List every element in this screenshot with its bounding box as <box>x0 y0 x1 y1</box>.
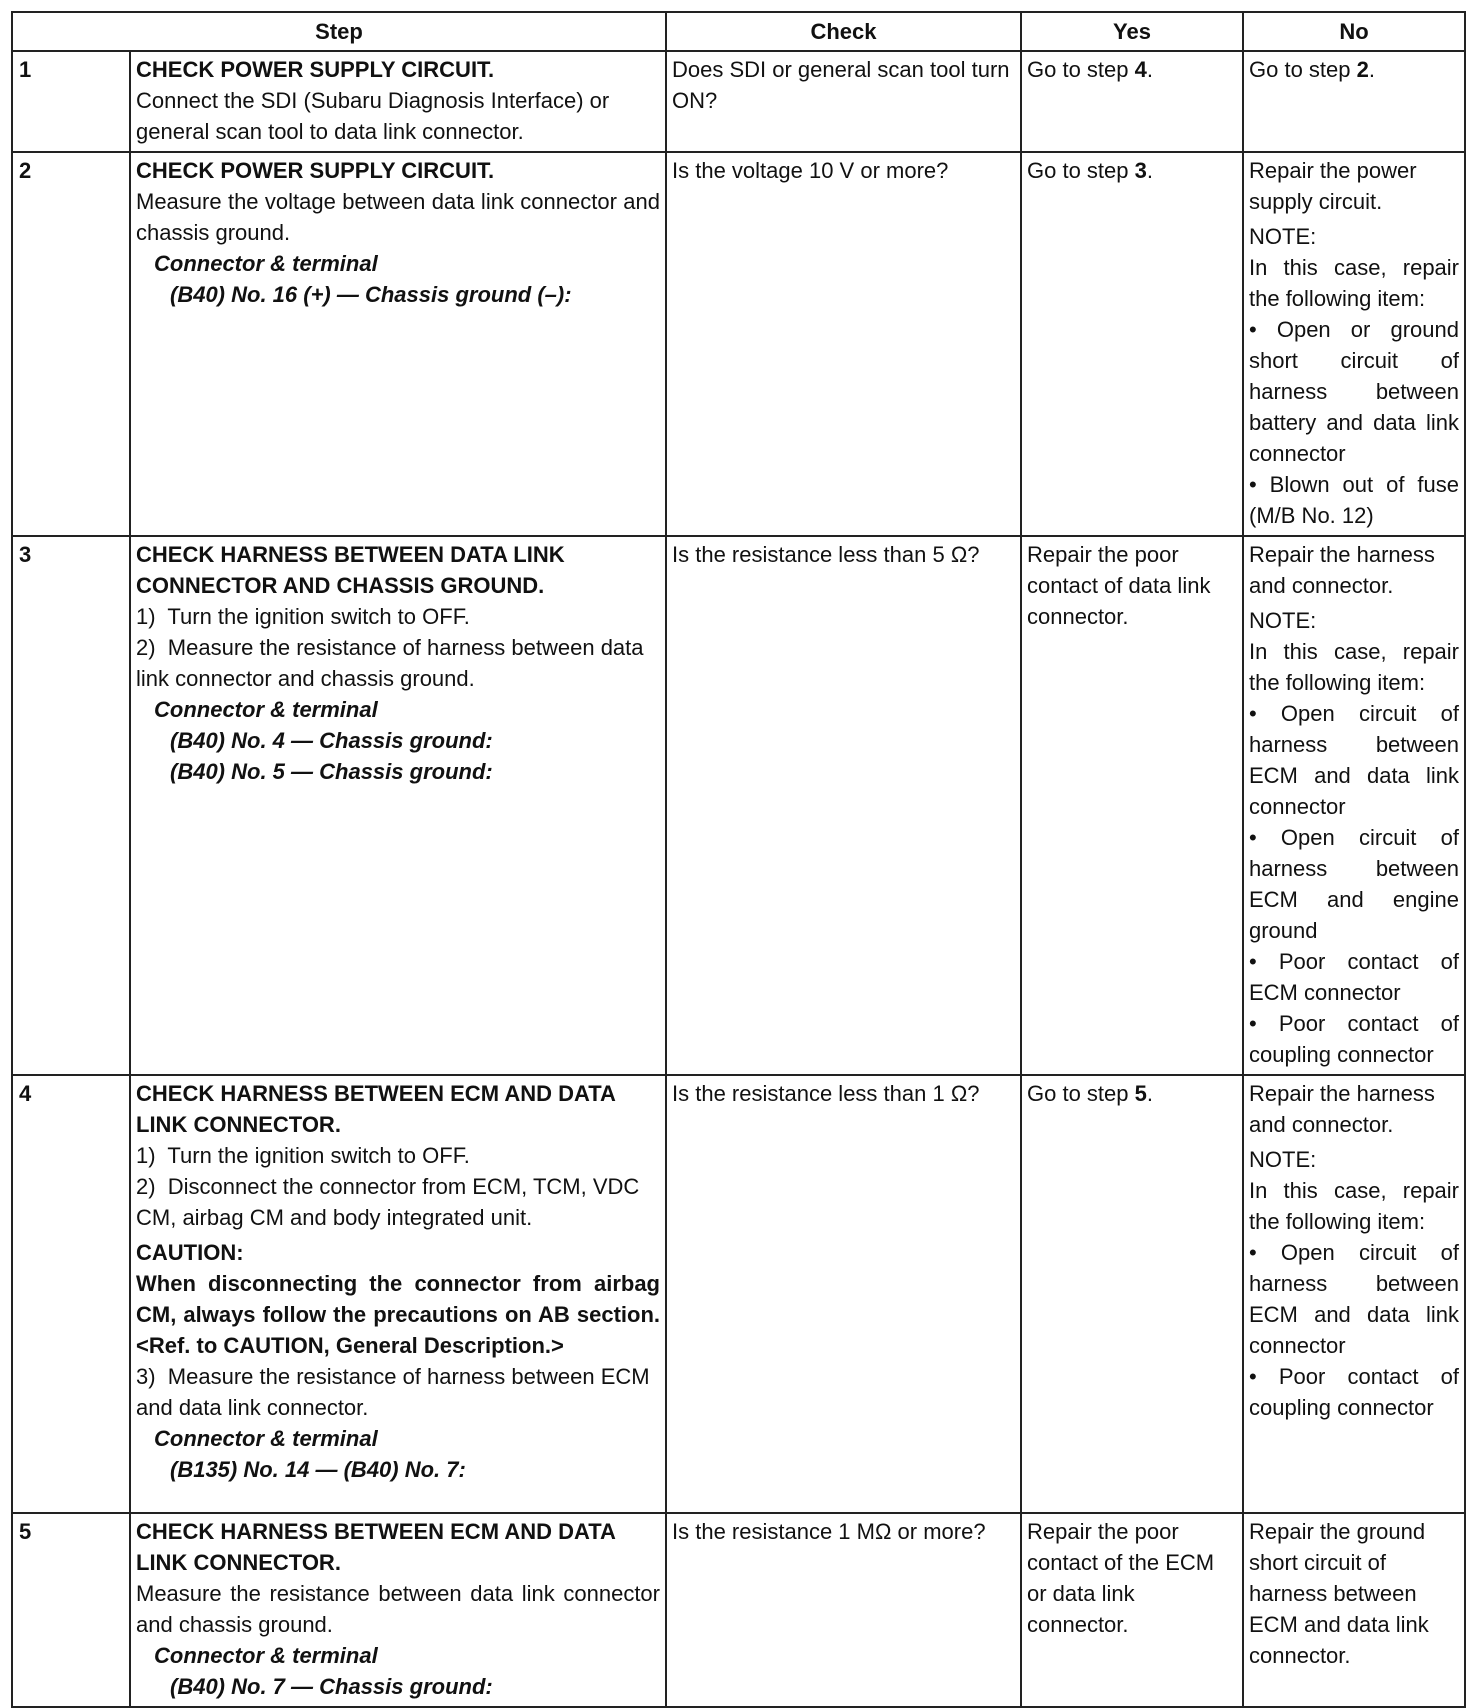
connector-terminal-label: Connector & terminal <box>154 251 378 276</box>
step-number: 2 <box>12 152 130 536</box>
step-instruction: 1) Turn the ignition switch to OFF. <box>136 1143 470 1168</box>
step-title: CHECK HARNESS BETWEEN ECM AND DATA LINK CONNECTOR. <box>136 1519 616 1575</box>
step-title: CHECK HARNESS BETWEEN ECM AND DATA LINK CONNECTOR. <box>136 1081 616 1137</box>
table-row <box>12 51 1465 152</box>
no-cell <box>1243 536 1465 1075</box>
step-instruction: 3) Measure the resistance of harness between ECM and data link connector. <box>136 1364 656 1420</box>
yes-step-link[interactable]: 5 <box>1134 1081 1147 1106</box>
step-number: 3 <box>12 536 130 1075</box>
connector-terminal-value: (B135) No. 14 — (B40) No. 7: <box>170 1457 466 1482</box>
note-text: In this case, repair the following item: <box>1249 639 1459 695</box>
no-suffix: . <box>1368 57 1375 82</box>
table-row <box>12 1513 1465 1707</box>
step-number: 1 <box>12 51 130 152</box>
yes-text: Go to step <box>1027 1081 1135 1106</box>
step-instruction: 2) Disconnect the connector from ECM, TCM, VDC CM, airbag CM and body integrated unit. <box>136 1174 646 1230</box>
step-description: Connect the SDI (Subaru Diagnosis Interface) or general scan tool to data link connector. <box>136 88 610 144</box>
no-step-link[interactable]: 2 <box>1356 57 1369 82</box>
diagnosis-table <box>11 11 1466 1708</box>
yes-cell <box>1021 51 1243 152</box>
no-item: • Open circuit of harness between ECM and engine ground <box>1249 825 1459 943</box>
no-item: • Open circuit of harness between ECM and data link connector <box>1249 701 1459 819</box>
connector-terminal-value: (B40) No. 4 — Chassis ground: <box>170 728 493 753</box>
no-item: • Poor contact of ECM connector <box>1249 949 1459 1005</box>
step-title: CHECK POWER SUPPLY CIRCUIT. <box>136 158 495 183</box>
check-cell: Is the resistance less than 5 Ω? <box>666 536 1021 1075</box>
note-text: In this case, repair the following item: <box>1249 1178 1459 1234</box>
table-header-row <box>12 12 1465 51</box>
no-text: Go to step <box>1249 57 1357 82</box>
header-no: No <box>1243 12 1465 51</box>
no-item: • Poor contact of coupling connector <box>1249 1364 1459 1420</box>
connector-terminal-label: Connector & terminal <box>154 1643 378 1668</box>
header-check: Check <box>666 12 1021 51</box>
note-label: NOTE: <box>1249 608 1317 633</box>
caution-label: CAUTION: <box>136 1240 244 1265</box>
check-cell: Is the resistance 1 MΩ or more? <box>666 1513 1021 1707</box>
header-yes: Yes <box>1021 12 1243 51</box>
step-instruction: 1) Turn the ignition switch to OFF. <box>136 604 470 629</box>
step-cell <box>130 51 666 152</box>
check-cell: Does SDI or general scan tool turn ON? <box>666 51 1021 152</box>
no-cell <box>1243 152 1465 536</box>
no-item: • Open circuit of harness between ECM and data link connector <box>1249 1240 1459 1358</box>
step-number: 5 <box>12 1513 130 1707</box>
step-cell <box>130 1513 666 1707</box>
step-cell <box>130 1075 666 1513</box>
connector-terminal-value: (B40) No. 7 — Chassis ground: <box>170 1674 493 1699</box>
no-main-text: Repair the harness and connector. <box>1249 1081 1435 1137</box>
yes-suffix: . <box>1146 158 1153 183</box>
step-description: Measure the voltage between data link connector and chassis ground. <box>136 189 660 245</box>
no-cell: Repair the ground short circuit of harness between ECM and data link connector. <box>1243 1513 1465 1707</box>
no-main-text: Repair the power supply circuit. <box>1249 158 1417 214</box>
step-description: Measure the resistance between data link connector and chassis ground. <box>136 1581 660 1637</box>
yes-step-link[interactable]: 3 <box>1134 158 1147 183</box>
yes-suffix: . <box>1146 1081 1153 1106</box>
table-row <box>12 152 1465 536</box>
yes-cell: Repair the poor contact of data link connector. <box>1021 536 1243 1075</box>
yes-text: Go to step <box>1027 158 1135 183</box>
check-cell: Is the resistance less than 1 Ω? <box>666 1075 1021 1513</box>
no-item: • Poor contact of coupling connector <box>1249 1011 1459 1067</box>
yes-suffix: . <box>1146 57 1153 82</box>
no-cell <box>1243 51 1465 152</box>
header-step: Step <box>12 12 666 51</box>
yes-cell: Repair the poor contact of the ECM or data link connector. <box>1021 1513 1243 1707</box>
check-cell: Is the voltage 10 V or more? <box>666 152 1021 536</box>
no-item: • Blown out of fuse (M/B No. 12) <box>1249 472 1459 528</box>
note-label: NOTE: <box>1249 224 1317 249</box>
connector-terminal-value: (B40) No. 16 (+) — Chassis ground (–): <box>170 282 572 307</box>
step-cell <box>130 152 666 536</box>
note-label: NOTE: <box>1249 1147 1317 1172</box>
connector-terminal-label: Connector & terminal <box>154 697 378 722</box>
no-item: • Open or ground short circuit of harness between battery and data link connector <box>1249 317 1459 466</box>
yes-cell <box>1021 152 1243 536</box>
connector-terminal-value: (B40) No. 5 — Chassis ground: <box>170 759 493 784</box>
no-main-text: Repair the harness and connector. <box>1249 542 1435 598</box>
step-title: CHECK POWER SUPPLY CIRCUIT. <box>136 57 495 82</box>
step-instruction: 2) Measure the resistance of harness between data link connector and chassis ground. <box>136 635 650 691</box>
table-row <box>12 536 1465 1075</box>
table-row <box>12 1075 1465 1513</box>
step-cell <box>130 536 666 1075</box>
yes-text: Go to step <box>1027 57 1135 82</box>
connector-terminal-label: Connector & terminal <box>154 1426 378 1451</box>
no-cell <box>1243 1075 1465 1513</box>
caution-text: When disconnecting the connector from airbag CM, always follow the precautions on AB section. <Ref. to CAUTION, General Description.> <box>136 1271 660 1358</box>
note-text: In this case, repair the following item: <box>1249 255 1459 311</box>
yes-cell <box>1021 1075 1243 1513</box>
step-number: 4 <box>12 1075 130 1513</box>
step-title: CHECK HARNESS BETWEEN DATA LINK CONNECTOR AND CHASSIS GROUND. <box>136 542 565 598</box>
yes-step-link[interactable]: 4 <box>1134 57 1147 82</box>
